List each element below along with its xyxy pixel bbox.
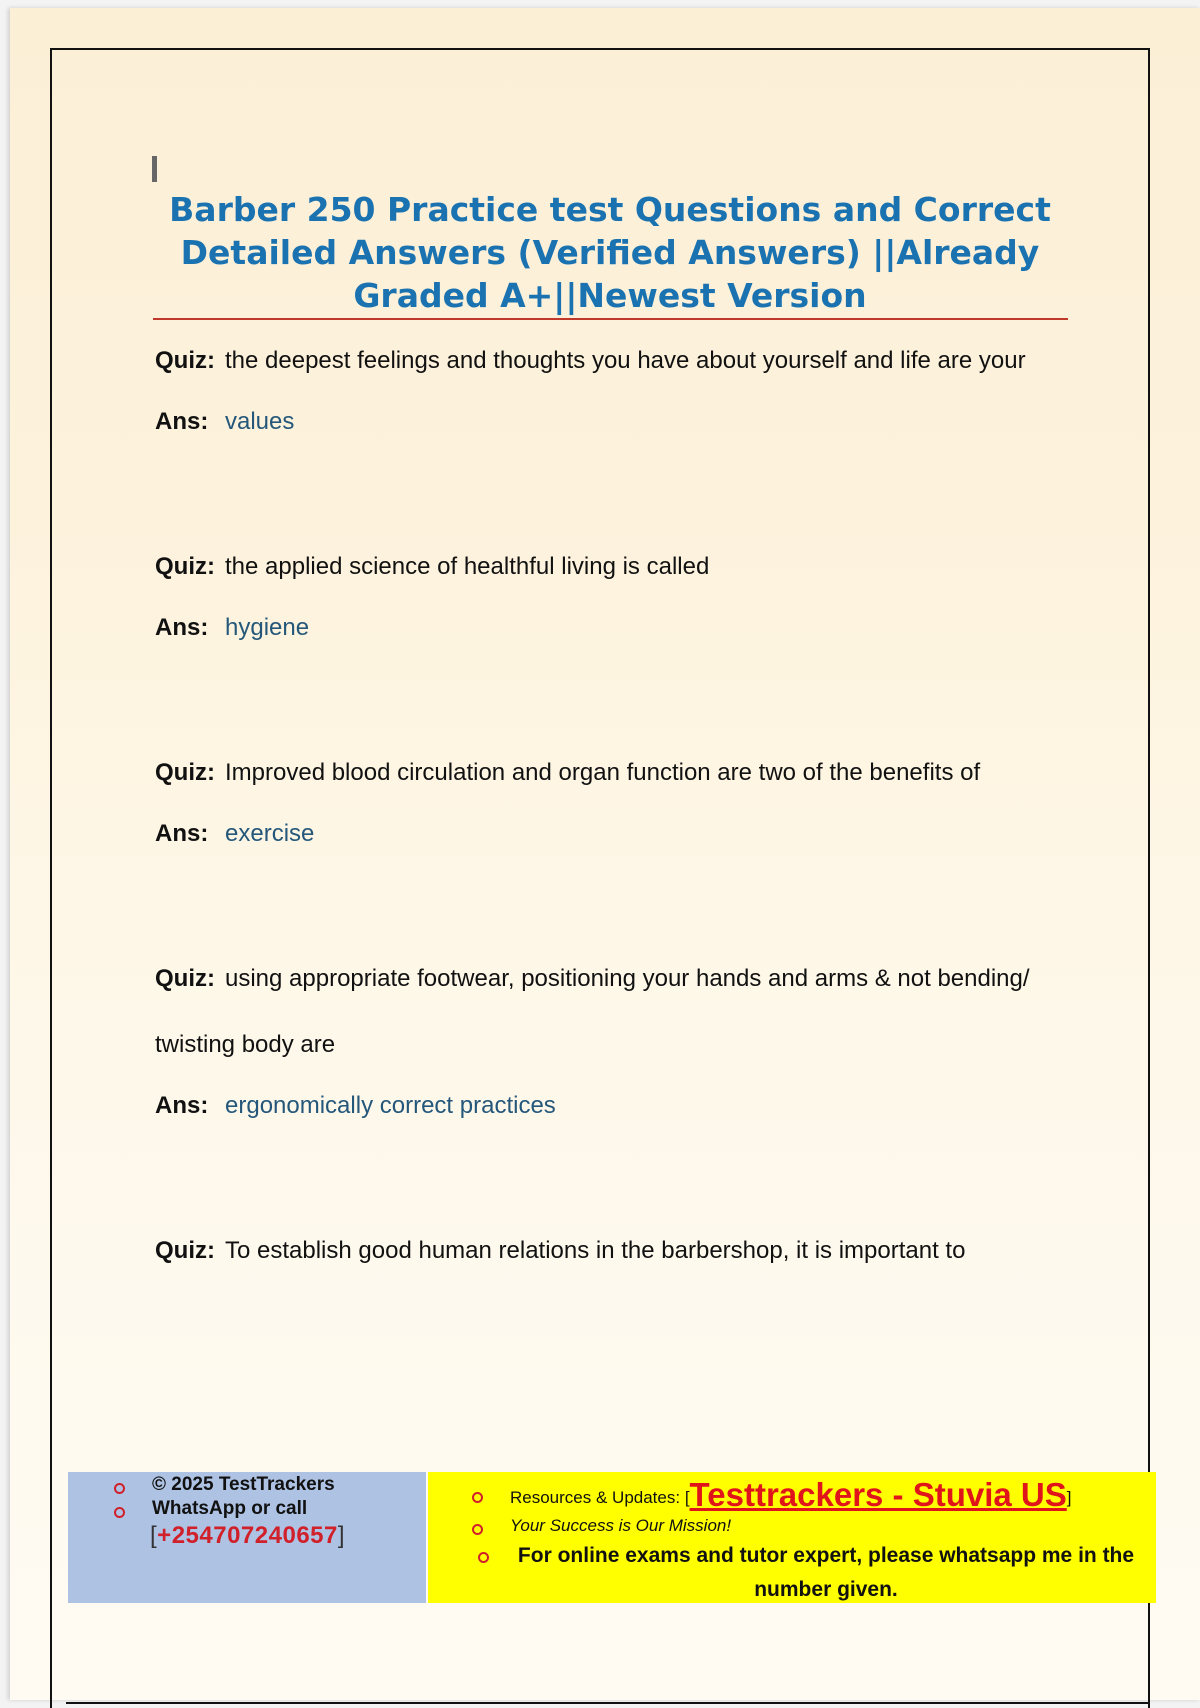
resources-label: Resources & Updates: bbox=[510, 1488, 681, 1507]
answer-label: Ans: bbox=[155, 1092, 209, 1119]
answer bbox=[155, 608, 1075, 648]
answer bbox=[155, 814, 1075, 854]
question-text: using appropriate footwear, positioning your hands and arms & not bending/ twisting body are bbox=[155, 965, 1030, 1058]
answer-text: values bbox=[225, 408, 295, 435]
qa-item bbox=[155, 328, 1075, 442]
question bbox=[155, 740, 1075, 806]
footer-promo-panel bbox=[428, 1472, 1156, 1603]
document-page bbox=[10, 8, 1200, 1700]
answer-label: Ans: bbox=[155, 408, 209, 435]
bullet-icon bbox=[478, 1552, 489, 1563]
quiz-label: Quiz: bbox=[155, 347, 215, 374]
question-text: the deepest feelings and thoughts you have about yourself and life are your bbox=[225, 347, 1026, 374]
bullet-icon bbox=[472, 1524, 483, 1535]
question-text: To establish good human relations in the barbershop, it is important to bbox=[225, 1237, 966, 1264]
answer-text: hygiene bbox=[225, 614, 310, 641]
qa-list bbox=[155, 328, 1075, 1284]
quiz-label: Quiz: bbox=[155, 1237, 215, 1264]
quiz-label: Quiz: bbox=[155, 553, 215, 580]
resources-link[interactable]: Testtrackers - Stuvia US bbox=[689, 1476, 1067, 1513]
quiz-label: Quiz: bbox=[155, 759, 215, 786]
mission-text: Your Success is Our Mission! bbox=[510, 1516, 732, 1535]
quiz-label: Quiz: bbox=[155, 965, 215, 992]
footer-banner bbox=[68, 1472, 1156, 1603]
question bbox=[155, 534, 1075, 600]
phone-text: +254707240657 bbox=[157, 1522, 338, 1549]
question bbox=[155, 1218, 1075, 1284]
bullet-icon bbox=[114, 1483, 125, 1494]
bullet-icon bbox=[472, 1492, 483, 1503]
answer bbox=[155, 1086, 1075, 1126]
answer-text: ergonomically correct practices bbox=[225, 1092, 556, 1119]
phone-number[interactable]: [+254707240657] bbox=[150, 1522, 346, 1549]
answer-label: Ans: bbox=[155, 820, 209, 847]
bullet-icon bbox=[114, 1507, 125, 1518]
qa-item bbox=[155, 534, 1075, 648]
question-text: Improved blood circulation and organ function are two of the benefits of bbox=[225, 759, 981, 786]
question bbox=[155, 328, 1075, 394]
whatsapp-label: WhatsApp or call bbox=[152, 1498, 308, 1519]
question-text: the applied science of healthful living is called bbox=[225, 553, 710, 580]
title-divider bbox=[153, 318, 1068, 320]
question bbox=[155, 946, 1075, 1078]
text-cursor bbox=[152, 156, 157, 182]
answer bbox=[155, 402, 1075, 442]
answer-label: Ans: bbox=[155, 614, 209, 641]
qa-item bbox=[155, 1218, 1075, 1284]
qa-item bbox=[155, 946, 1075, 1126]
copyright-text: © 2025 TestTrackers bbox=[152, 1474, 335, 1495]
qa-item bbox=[155, 740, 1075, 854]
document-title: Barber 250 Practice test Questions and Correct Detailed Answers (Verified Answers) ||Already Graded A+||Newest Version bbox=[169, 190, 1051, 315]
expert-text: For online exams and tutor expert, please whatsapp me in the number given. bbox=[517, 1544, 1135, 1601]
answer-text: exercise bbox=[225, 820, 315, 847]
footer-contact-panel bbox=[68, 1472, 426, 1603]
page-bottom-border bbox=[66, 1702, 1150, 1704]
resources-line: Resources & Updates: [Testtrackers - Stuvia US] bbox=[510, 1476, 1072, 1513]
